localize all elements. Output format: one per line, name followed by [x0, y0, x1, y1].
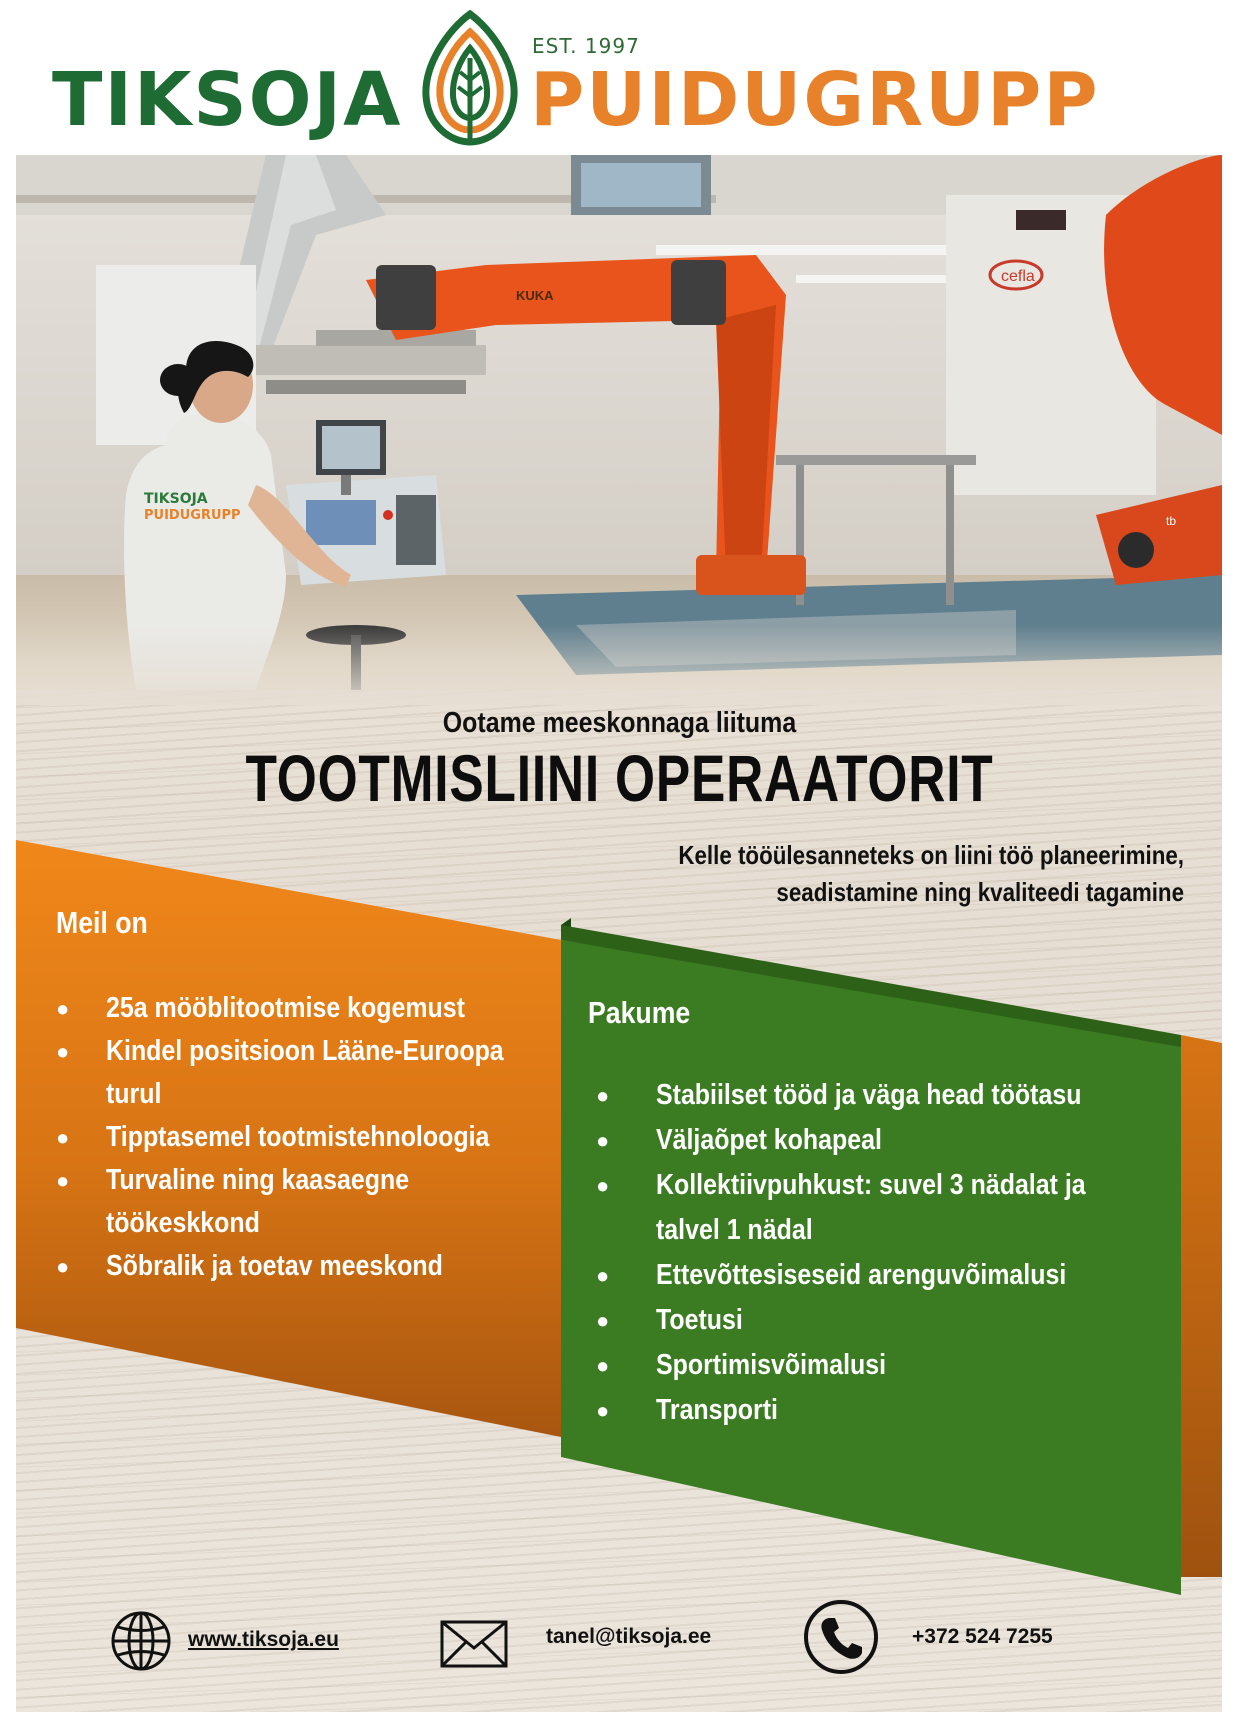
established-label: EST. 1997	[532, 34, 640, 58]
bullet-icon: ●	[596, 1263, 610, 1288]
tree-logo-icon	[418, 10, 523, 148]
list-item: ● 25a mööblitootmise kogemust	[56, 987, 556, 1030]
brand-name-left: TIKSOJA	[52, 57, 403, 143]
pakume-heading: Pakume	[588, 995, 691, 1030]
list-item: ● Kollektiivpuhkust: suvel 3 nädalat ja talvel 1 nädal	[596, 1163, 1156, 1253]
bullet-icon: ●	[596, 1353, 610, 1378]
meil-on-list	[56, 987, 556, 1288]
globe-icon	[108, 1610, 174, 1672]
bullet-icon: ●	[56, 1125, 70, 1150]
headline-title: TOOTMISLIINI OPERAATORIT	[245, 741, 994, 815]
panels	[16, 155, 1222, 1712]
bullet-icon: ●	[56, 1254, 70, 1279]
bullet-icon: ●	[56, 1039, 70, 1064]
poster	[16, 155, 1222, 1712]
orange-strip	[1181, 1035, 1222, 1577]
pakume-list	[596, 1073, 1156, 1433]
email-link[interactable]: tanel@tiksoja.ee	[546, 1625, 712, 1648]
sign-label: tb	[1166, 514, 1177, 528]
bullet-icon: ●	[596, 1308, 610, 1333]
list-item: ● Väljaõpet kohapeal	[596, 1118, 1156, 1163]
list-item: ● Tipptasemel tootmistehnoloogia	[56, 1116, 556, 1159]
robot-label: KUKA	[516, 288, 554, 303]
duties-line-2: seadistamine ning kvaliteedi tagamine	[776, 877, 1184, 907]
list-item: ● Turvaline ning kaasaegne töökeskkond	[56, 1159, 556, 1245]
bullet-icon: ●	[56, 996, 70, 1021]
bullet-icon: ●	[596, 1398, 610, 1423]
header	[0, 0, 1239, 155]
list-item: ● Stabiilset tööd ja väga head töötasu	[596, 1073, 1156, 1118]
envelope-icon	[440, 1620, 508, 1668]
list-item: ● Transporti	[596, 1388, 1156, 1433]
bullet-icon: ●	[596, 1173, 610, 1198]
phone-icon	[802, 1598, 880, 1676]
list-item: ● Ettevõttesiseseid arenguvõimalusi	[596, 1253, 1156, 1298]
bullet-icon: ●	[596, 1083, 610, 1108]
machine-label: cefla	[1001, 268, 1035, 285]
meil-on-heading: Meil on	[56, 905, 148, 940]
phone-number[interactable]: +372 524 7255	[912, 1625, 1053, 1648]
bullet-icon: ●	[596, 1128, 610, 1153]
shirt-logo-line1: TIKSOJA	[144, 491, 208, 507]
list-item: ● Toetusi	[596, 1298, 1156, 1343]
duties-line-1: Kelle tööülesanneteks on liini töö planeerimine,	[678, 840, 1184, 870]
brand-name-right: PUIDUGRUPP	[530, 57, 1100, 143]
shirt-logo-line2: PUIDUGRUPP	[144, 508, 241, 523]
bullet-icon: ●	[56, 1168, 70, 1193]
list-item: ● Kindel positsioon Lääne-Euroopa turul	[56, 1030, 556, 1116]
headline-subtitle: Ootame meeskonnaga liituma	[442, 707, 797, 739]
list-item: ● Sportimisvõimalusi	[596, 1343, 1156, 1388]
list-item: ● Sõbralik ja toetav meeskond	[56, 1245, 556, 1288]
website-link[interactable]: www.tiksoja.eu	[188, 1628, 339, 1651]
